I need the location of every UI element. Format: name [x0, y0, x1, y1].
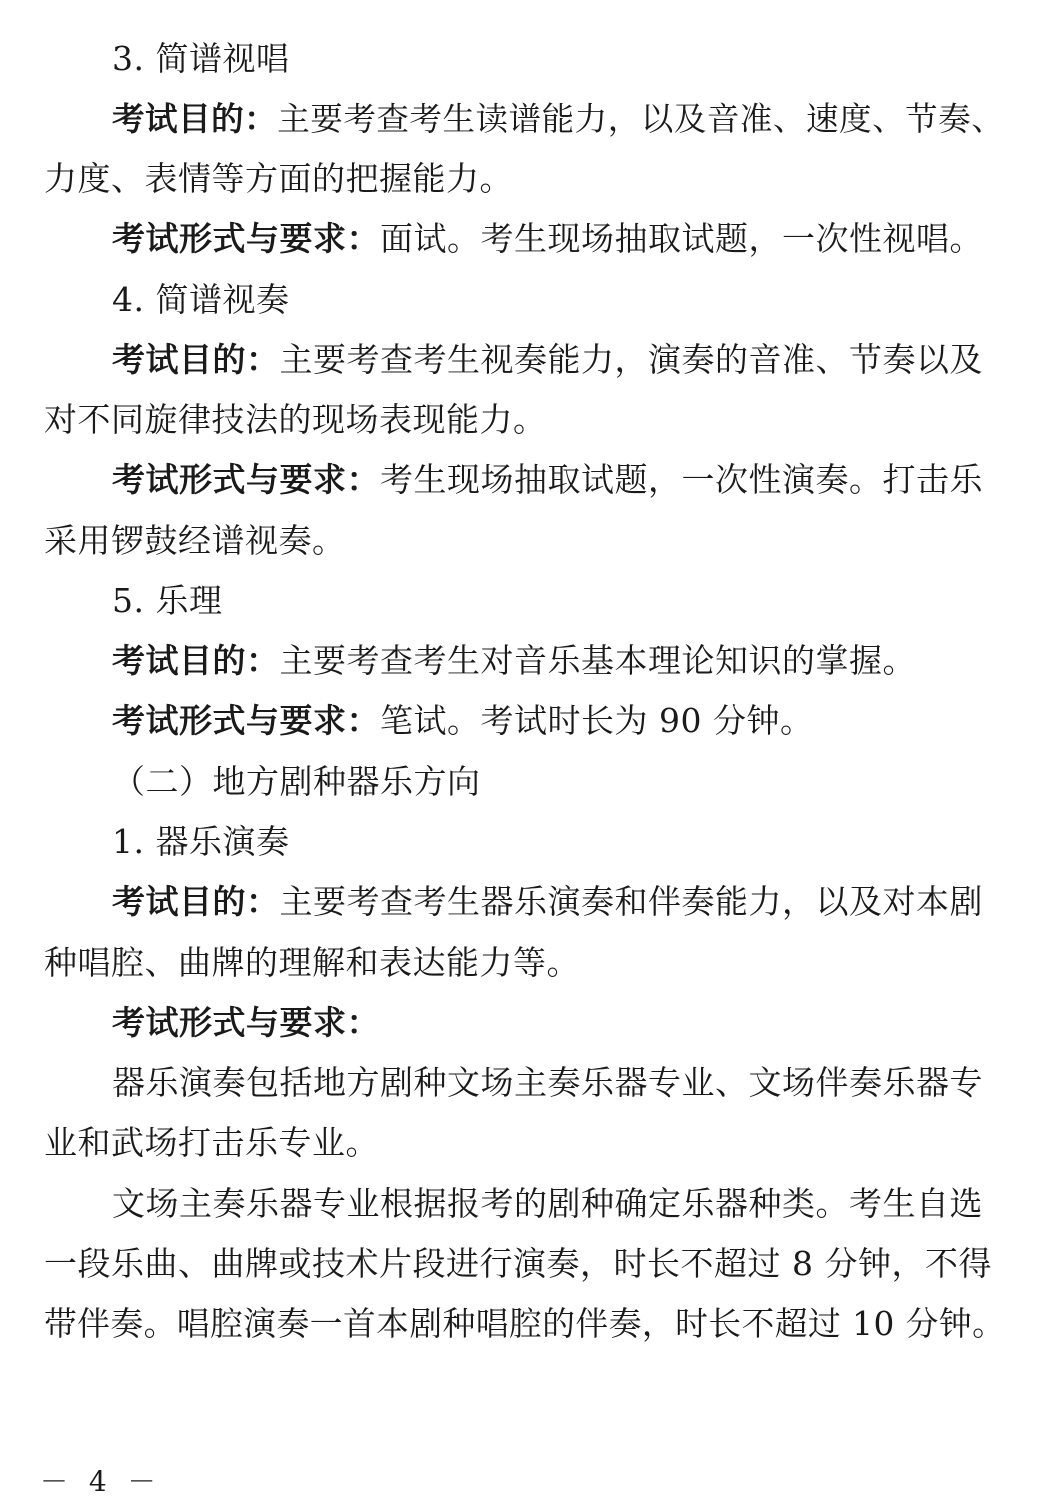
section-5-purpose [112, 639, 916, 683]
section-4-format [112, 458, 983, 502]
section-5-format [112, 699, 813, 743]
section-3-purpose [112, 97, 1004, 141]
format-text: 考生现场抽取试题，一次性演奏。打击乐 [380, 460, 983, 499]
instrument-para2-line3: 带伴奏。唱腔演奏一首本剧种唱腔的伴奏，时长不超过 10 分钟。 [44, 1305, 1006, 1343]
purpose-label: 考试目的： [112, 99, 278, 138]
instrument-purpose-continued: 种唱腔、曲牌的理解和表达能力等。 [44, 943, 580, 982]
section-4-purpose-continued: 对不同旋律技法的现场表现能力。 [44, 400, 547, 439]
format-label: 考试形式与要求： [112, 219, 380, 258]
instrument-para1-line2: 业和武场打击乐专业。 [44, 1123, 379, 1162]
section-heading-5: 5. 乐理 [112, 581, 223, 620]
format-label: 考试形式与要求： [112, 701, 380, 740]
purpose-text: 主要考查考生视奏能力，演奏的音准、节奏以及 [279, 340, 983, 379]
purpose-text: 主要考查考生器乐演奏和伴奏能力，以及对本剧 [279, 882, 983, 921]
purpose-text: 主要考查考生对音乐基本理论知识的掌握。 [279, 641, 916, 680]
format-text: 笔试。考试时长为 90 分钟。 [380, 701, 814, 740]
instrument-para2-line1: 文场主奏乐器专业根据报考的剧种确定乐器种类。考生自选 [112, 1184, 983, 1223]
format-label: 考试形式与要求： [112, 460, 380, 499]
section-3-purpose-continued: 力度、表情等方面的把握能力。 [44, 159, 513, 198]
format-text: 面试。考生现场抽取试题，一次性视唱。 [380, 219, 983, 258]
page-number: － 4 － [40, 1465, 162, 1498]
subheading: （二）地方剧种器乐方向 [112, 762, 481, 801]
instrument-para1-line1: 器乐演奏包括地方剧种文场主奏乐器专业、文场伴奏乐器专 [112, 1063, 983, 1102]
purpose-text: 主要考查考生读谱能力，以及音准、速度、节奏、 [277, 100, 1005, 138]
section-4-format-continued: 采用锣鼓经谱视奏。 [44, 521, 346, 560]
instrument-para2-line2: 一段乐曲、曲牌或技术片段进行演奏，时长不超过 8 分钟，不得 [44, 1244, 992, 1283]
section-3-format [112, 217, 983, 261]
instrument-purpose [112, 880, 983, 924]
purpose-label: 考试目的： [112, 340, 280, 379]
purpose-label: 考试目的： [112, 882, 280, 921]
section-heading-4: 4. 简谱视奏 [112, 280, 290, 319]
section-4-purpose [112, 338, 983, 382]
section-heading-3: 3. 简谱视唱 [112, 39, 290, 78]
instrument-format-label: 考试形式与要求： [112, 1003, 380, 1042]
purpose-label: 考试目的： [112, 641, 280, 680]
instrument-heading: 1. 器乐演奏 [112, 822, 290, 861]
